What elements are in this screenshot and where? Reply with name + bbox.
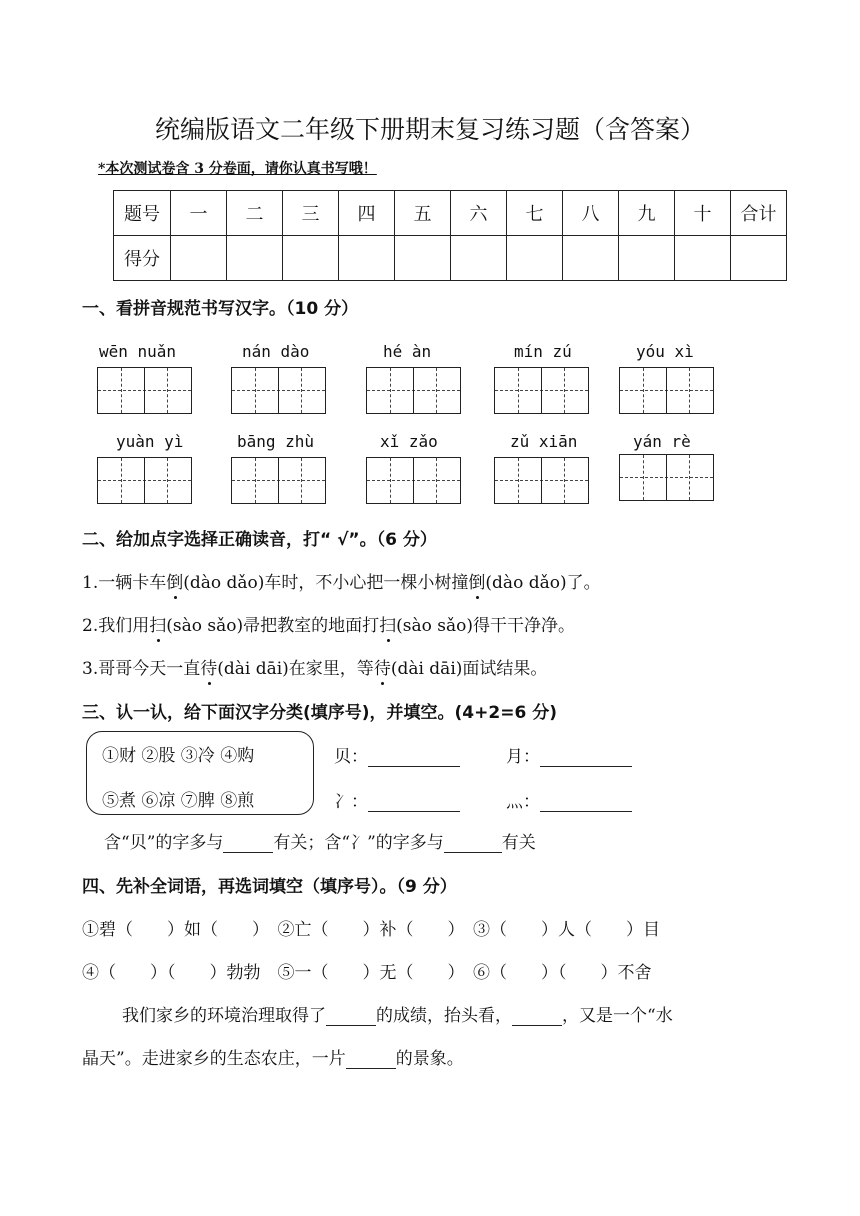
word-row[interactable]: ④（ ）（ ）勃勃 ⑤一（ ）无（ ） ⑥（ ）（ ）不舍 <box>82 963 652 983</box>
category-label: 月： <box>506 747 540 767</box>
score-header-cell: 六 <box>451 191 507 236</box>
question-line <box>82 654 547 679</box>
section4-heading: 四、先补全词语，再选词填空（填序号）。（9 分） <box>82 877 457 897</box>
text-segment[interactable]: (dào dǎo)了。 <box>485 573 601 593</box>
score-header-cell: 合计 <box>731 191 787 236</box>
text-segment: 含“贝”的字多与 <box>104 833 224 853</box>
score-cell[interactable] <box>731 236 787 281</box>
answer-blank[interactable] <box>326 1008 376 1026</box>
section2-heading: 二、给加点字选择正确读音，打“ √”。（6 分） <box>82 530 437 550</box>
category-label: 灬： <box>506 792 540 812</box>
paragraph-line <box>122 1001 673 1026</box>
text-segment: 的景象。 <box>395 1049 464 1069</box>
category-label: 贝： <box>334 747 368 767</box>
text-segment: 晶天”。走进家乡的生态农庄，一片 <box>82 1049 346 1069</box>
pinyin-label: nán dào <box>242 342 310 361</box>
score-cell[interactable] <box>395 236 451 281</box>
answer-blank[interactable] <box>540 794 632 812</box>
dotted-char: 倒 <box>468 568 485 593</box>
answer-blank[interactable] <box>512 1008 562 1026</box>
writing-grid[interactable] <box>231 367 326 414</box>
answer-blank[interactable] <box>223 835 273 853</box>
score-cell[interactable] <box>283 236 339 281</box>
dotted-char: 待 <box>200 654 217 679</box>
paragraph-line <box>82 1044 464 1069</box>
pinyin-label: yuàn yì <box>116 432 184 451</box>
category-bing <box>334 787 460 812</box>
writing-grid[interactable] <box>619 367 714 414</box>
pinyin-label: yóu xì <box>636 342 694 361</box>
answer-blank[interactable] <box>368 794 460 812</box>
score-cell[interactable] <box>451 236 507 281</box>
score-cell[interactable] <box>339 236 395 281</box>
score-header-cell: 八 <box>563 191 619 236</box>
box-row: ①财 ②股 ③冷 ④购 <box>102 746 255 766</box>
answer-blank[interactable] <box>346 1051 396 1069</box>
pinyin-label: bāng zhù <box>237 432 315 451</box>
category-yue <box>506 742 632 767</box>
text-segment: ，又是一个“水 <box>562 1006 673 1026</box>
pinyin-label: wēn nuǎn <box>99 342 177 361</box>
text-segment: 2.我们用 <box>82 616 150 636</box>
score-cell[interactable] <box>563 236 619 281</box>
score-cell[interactable] <box>619 236 675 281</box>
category-label: 冫： <box>334 792 368 812</box>
score-row-label: 得分 <box>114 236 171 281</box>
dotted-char: 扫 <box>149 611 166 636</box>
text-segment: 有关；含“冫”的字多与 <box>273 833 444 853</box>
score-header-cell: 题号 <box>114 191 171 236</box>
score-header-cell: 二 <box>227 191 283 236</box>
score-header-cell: 三 <box>283 191 339 236</box>
page-title: 统编版语文二年级下册期末复习练习题（含答案） <box>154 115 705 144</box>
score-header-cell: 九 <box>619 191 675 236</box>
answer-blank[interactable] <box>444 835 502 853</box>
text-segment: 的成绩，抬头看， <box>376 1006 512 1026</box>
question-line <box>82 568 601 593</box>
word-row[interactable]: ①碧（ ）如（ ） ②亡（ ）补（ ） ③（ ）人（ ）目 <box>82 920 660 940</box>
dotted-char: 待 <box>374 654 391 679</box>
section1-heading: 一、看拼音规范书写汉字。（10 分） <box>82 299 359 319</box>
score-cell[interactable] <box>675 236 731 281</box>
box-row: ⑤煮 ⑥凉 ⑦脾 ⑧煎 <box>102 791 255 811</box>
section3-heading: 三、认一认，给下面汉字分类(填序号)，并填空。(4+2=6 分) <box>82 703 557 723</box>
pinyin-label: zǔ xiān <box>510 432 578 451</box>
score-table <box>113 190 787 281</box>
score-header-row <box>114 191 787 236</box>
writing-grid[interactable] <box>494 367 589 414</box>
writing-grid[interactable] <box>231 457 326 504</box>
text-segment: 我们家乡的环境治理取得了 <box>122 1006 326 1026</box>
text-segment[interactable]: (dài dāi)面试结果。 <box>390 659 548 679</box>
writing-grid[interactable] <box>366 367 461 414</box>
category-huo <box>506 787 632 812</box>
writing-grid[interactable] <box>366 457 461 504</box>
answer-blank[interactable] <box>368 749 460 767</box>
text-segment[interactable]: (sào sǎo)得干干净净。 <box>396 616 575 636</box>
category-bei <box>334 742 460 767</box>
pinyin-label: hé àn <box>383 342 432 361</box>
answer-blank[interactable] <box>540 749 632 767</box>
writing-grid[interactable] <box>97 457 192 504</box>
score-header-cell: 七 <box>507 191 563 236</box>
score-value-row <box>114 236 787 281</box>
score-header-cell: 一 <box>171 191 227 236</box>
dotted-char: 扫 <box>379 611 396 636</box>
writing-grid[interactable] <box>494 457 589 504</box>
score-header-cell: 五 <box>395 191 451 236</box>
score-header-cell: 十 <box>675 191 731 236</box>
score-cell[interactable] <box>227 236 283 281</box>
text-segment[interactable]: (sào sǎo)帚把教室的地面打 <box>166 616 380 636</box>
score-header-cell: 四 <box>339 191 395 236</box>
text-segment: 有关 <box>501 833 536 853</box>
score-cell[interactable] <box>171 236 227 281</box>
text-segment[interactable]: (dài dāi)在家里，等 <box>217 659 374 679</box>
note-text: *本次测试卷含 3 分卷面，请你认真书写哦！ <box>98 161 377 177</box>
text-segment[interactable]: (dào dǎo)车时，不小心把一棵小树撞 <box>183 573 469 593</box>
text-segment: 3.哥哥今天一直 <box>82 659 201 679</box>
writing-grid[interactable] <box>619 454 714 501</box>
writing-grid[interactable] <box>97 367 192 414</box>
pinyin-label: mín zú <box>514 342 572 361</box>
score-cell[interactable] <box>507 236 563 281</box>
pinyin-label: xǐ zǎo <box>380 432 438 451</box>
pinyin-label: yán rè <box>633 432 691 451</box>
fill-sentence <box>104 828 536 853</box>
text-segment: 1.一辆卡车 <box>82 573 167 593</box>
dotted-char: 倒 <box>166 568 183 593</box>
question-line <box>82 611 575 636</box>
